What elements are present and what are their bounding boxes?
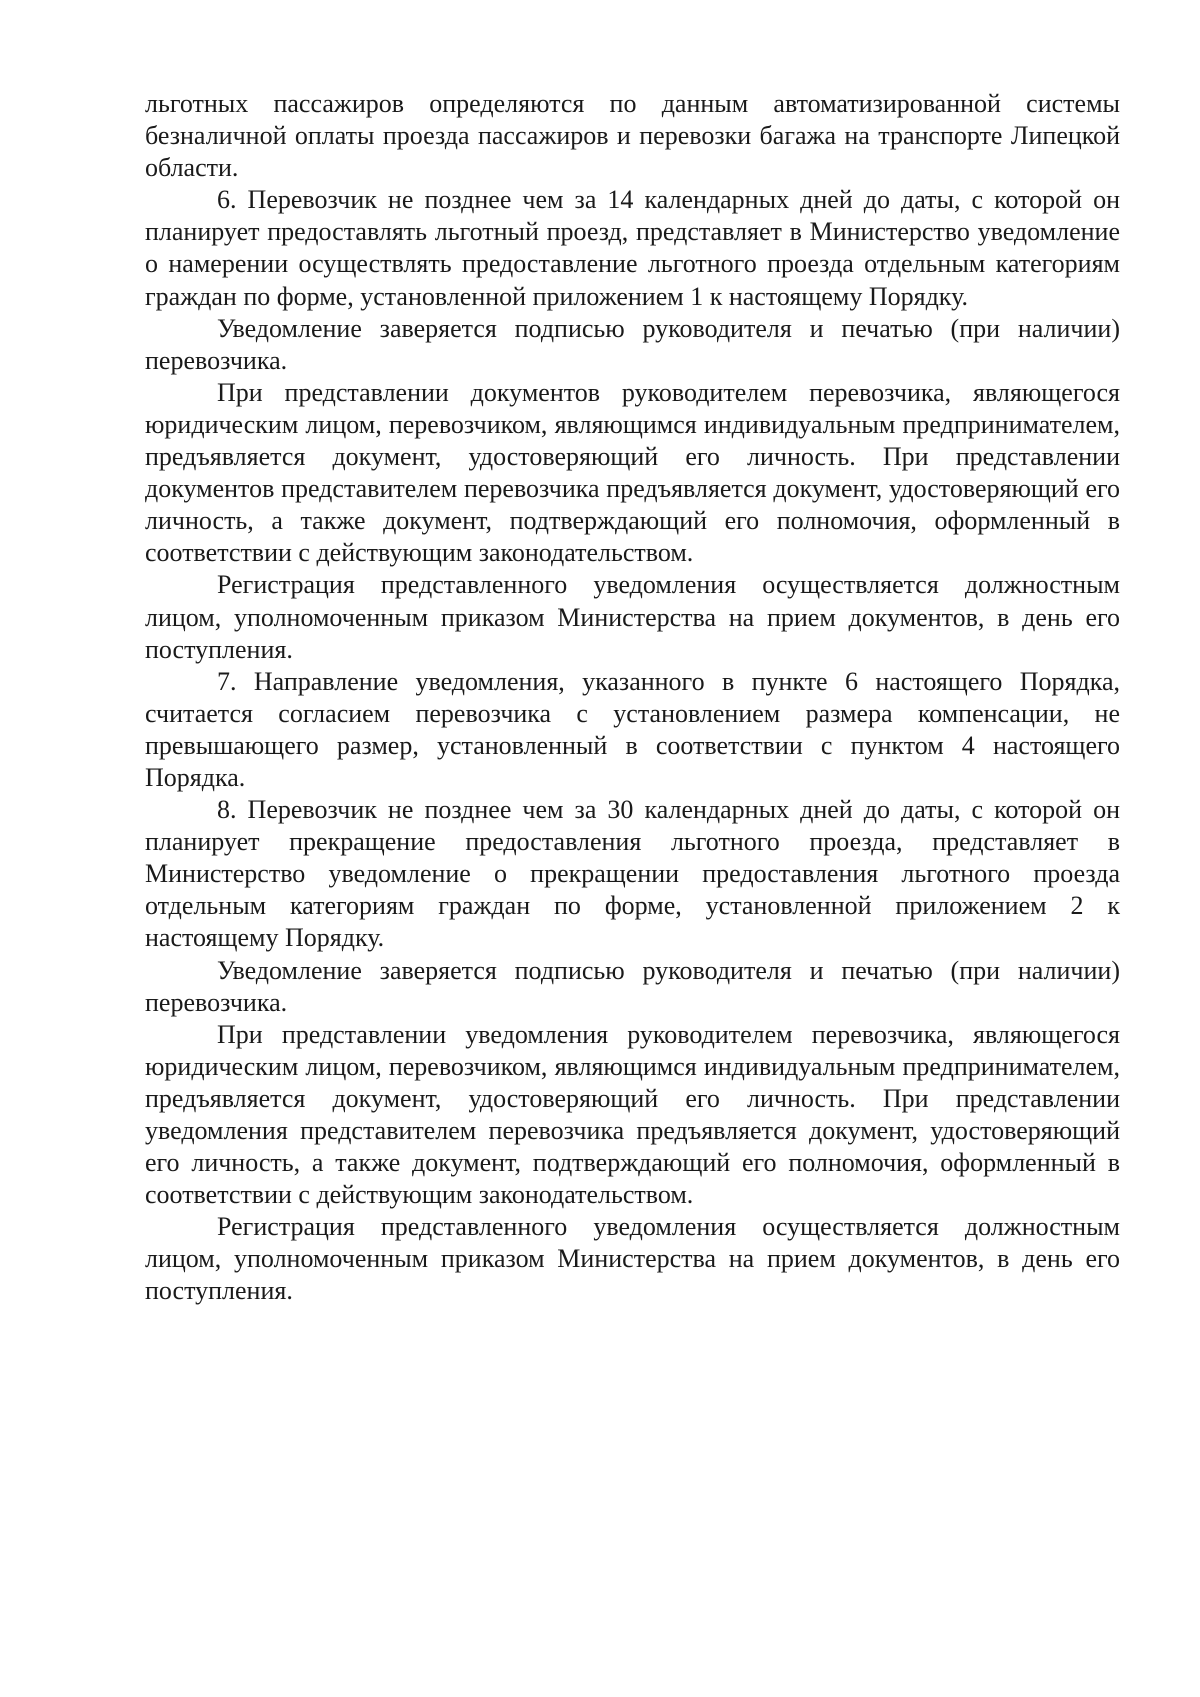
paragraph-signature-note-2: Уведомление заверяется подписью руководителя и печатью (при наличии) перевозчика. [145, 955, 1120, 1017]
paragraph-registration: Регистрация представленного уведомления осуществляется должностным лицом, уполномоченным приказом Министерства на прием документов, в день его поступления. [145, 570, 1120, 664]
document-body [145, 88, 1120, 1308]
paragraph-item-8: 8. Перевозчик не позднее чем за 30 календарных дней до даты, с которой он планирует прекращение предоставления льготного проезда, представляет в Министерство уведомление о прекращении предоставления льготного проезда отдельным категориям граждан по форме, установленной приложением 2 к настоящему Порядку. [145, 795, 1120, 953]
paragraph-registration-2: Регистрация представленного уведомления осуществляется должностным лицом, уполномоченным приказом Министерства на прием документов, в день его поступления. [145, 1212, 1120, 1306]
paragraph-continuation: льготных пассажиров определяются по данным автоматизированной системы безналичной оплаты проезда пассажиров и перевозки багажа на транспорте Липецкой области. [145, 89, 1120, 183]
paragraph-notice-presentation: При представлении уведомления руководителем перевозчика, являющегося юридическим лицом, перевозчиком, являющимся индивидуальным предпринимателем, предъявляется документ, удостоверяющий его личность. При представлении уведомления представителем перевозчика предъявляется документ, удостоверяющий его личность, а также документ, подтверждающий его полномочия, оформленный в соответствии с действующим законодательством. [145, 1019, 1120, 1210]
paragraph-documents-presentation: При представлении документов руководителем перевозчика, являющегося юридическим лицом, перевозчиком, являющимся индивидуальным предпринимателем, предъявляется документ, удостоверяющий его личность. При представлении документов представителем перевозчика предъявляется документ, удостоверяющий его личность, а также документ, подтверждающий его полномочия, оформленный в соответствии с действующим законодательством. [145, 377, 1120, 568]
paragraph-signature-note: Уведомление заверяется подписью руководителя и печатью (при наличии) перевозчика. [145, 313, 1120, 375]
paragraph-item-7: 7. Направление уведомления, указанного в пункте 6 настоящего Порядка, считается согласием перевозчика с установлением размера компенсации, не превышающего размер, установленный в соответствии с пунктом 4 настоящего Порядка. [145, 666, 1120, 792]
paragraph-item-6: 6. Перевозчик не позднее чем за 14 календарных дней до даты, с которой он планирует предоставлять льготный проезд, представляет в Министерство уведомление о намерении осуществлять предоставление льготного проезда отдельным категориям граждан по форме, установленной приложением 1 к настоящему Порядку. [145, 185, 1120, 311]
